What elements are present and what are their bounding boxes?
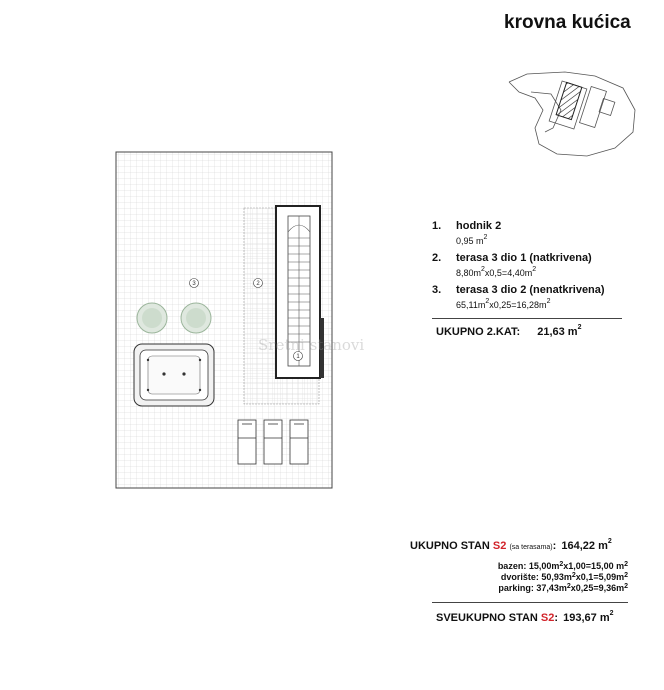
floor-total-label: UKUPNO 2.KAT:: [436, 326, 521, 338]
legend-value: $8,80m^2x0,5=4,40m^2$: [456, 266, 537, 278]
extras-list: [474, 561, 628, 594]
legend-name: terasa 3 dio 2 (nenatkrivena): [456, 284, 605, 296]
floor-total: [436, 326, 581, 338]
jacuzzi: [134, 344, 214, 406]
legend-num: 1.: [432, 220, 442, 232]
building-footprint-2: [580, 86, 607, 127]
floor-total-value: 21,63 $m^2$: [537, 324, 582, 338]
apartment-total-label: UKUPNO STAN: [410, 540, 493, 552]
legend-value: 0,95 $m^2$: [456, 234, 488, 246]
legend-num: 2.: [432, 252, 442, 264]
watermark: Sretni stanovi: [258, 336, 365, 354]
legend-value: $65,11m^2x0,25=16,28m^2$: [456, 298, 551, 310]
sun-lounger-3: [290, 420, 308, 464]
legend-name: hodnik 2: [456, 220, 502, 232]
legend-name: terasa 3 dio 1 (natkrivena): [456, 252, 592, 264]
floor-plan: [112, 148, 340, 494]
page-title: krovna kućica: [504, 12, 631, 33]
highlight-hatch: [545, 70, 585, 142]
extra-yard: dvorište: $50,93m^2x0,1=5,09m^2$: [500, 572, 628, 582]
extra-parking: parking: $37,43m^2x0,25=9,36m^2$: [498, 583, 628, 593]
apartment-unit: S2: [492, 540, 507, 552]
grand-total-value: 193,67 $m^2$: [563, 610, 614, 624]
extra-pool: bazen: $15,00m^2x1,00=15,00$ $m^2$: [497, 561, 628, 571]
apartment-total: UKUPNO STAN S2 (sa terasama): 164,22 $m^2$: [410, 538, 612, 552]
sun-lounger-1: [238, 420, 256, 464]
grand-total-unit: S2: [540, 612, 555, 624]
grand-total-label: SVEUKUPNO STAN: [436, 612, 541, 624]
sun-lounger-2: [264, 420, 282, 464]
room-label-1: 1: [296, 354, 300, 361]
room-label-3: 3: [192, 281, 196, 288]
apartment-note: (sa terasama): [509, 544, 553, 551]
room-label-2: 2: [256, 281, 260, 288]
divider: [432, 602, 628, 603]
site-key-map: [505, 70, 640, 160]
apartment-total-value: 164,22 $m^2$: [561, 538, 612, 552]
grand-total: SVEUKUPNO STAN S2: 193,67 $m^2$: [436, 610, 614, 624]
divider: [432, 318, 622, 319]
legend-num: 3.: [432, 284, 442, 296]
